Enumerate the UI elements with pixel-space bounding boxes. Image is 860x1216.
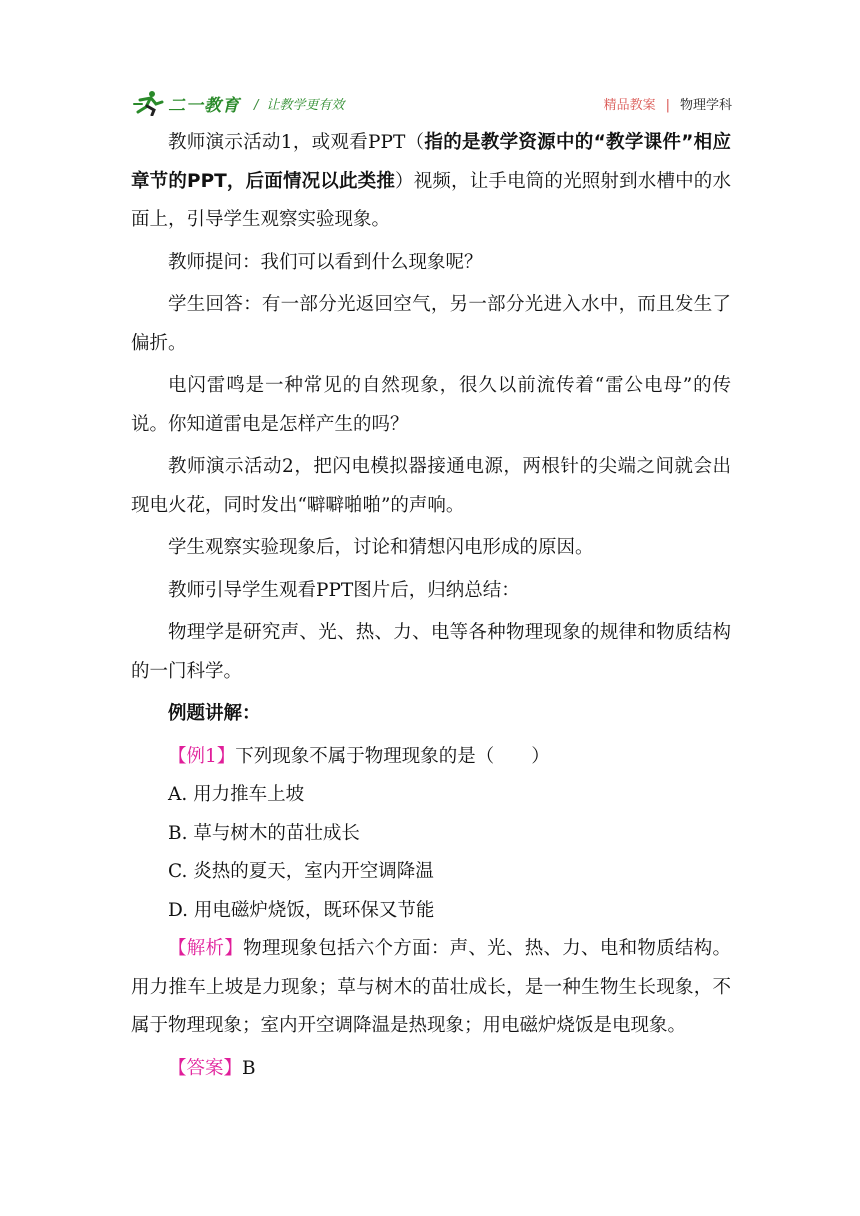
example-question-text: 下列现象不属于物理现象的是（ ） bbox=[235, 745, 550, 767]
text-run: ）视频，让手电筒的光照射到水槽中的水面上，引导学生观察实验现象。 bbox=[131, 170, 731, 230]
document-body bbox=[131, 124, 731, 1088]
tag-lesson-plan: 精品教案 bbox=[603, 98, 656, 113]
slogan-text: 让教学更有效 bbox=[266, 98, 345, 113]
answer-text: B bbox=[242, 1057, 256, 1079]
paragraph-demo-1 bbox=[131, 124, 731, 240]
ppt-note: 指的是教学资源中的“教学课件”相应章节的PPT，后面情况以此类推 bbox=[131, 132, 731, 192]
answer bbox=[131, 1050, 731, 1089]
text-run: 教师演示活动1，或观看PPT（ bbox=[168, 132, 425, 153]
paragraph-demo-2: 教师演示活动2，把闪电模拟器接通电源，两根针的尖端之间就会出现电火花，同时发出“噼噼啪啪”的声响。 bbox=[131, 456, 731, 516]
paragraph-student-observe: 学生观察实验现象后，讨论和猜想闪电形成的原因。 bbox=[168, 537, 594, 558]
analysis-text: 物理现象包括六个方面：声、光、热、力、电和物质结构。用力推车上坡是力现象；草与树木的苗壮成长，是一种生物生长现象，不属于物理现象；室内开空调降温是热现象；用电磁炉烧饭是电现象。 bbox=[131, 938, 731, 1036]
analysis-tag: 【解析】 bbox=[168, 938, 244, 959]
header-tags bbox=[604, 94, 732, 113]
page-header bbox=[132, 86, 732, 118]
logo bbox=[132, 90, 240, 116]
paragraph-physics-definition: 物理学是研究声、光、热、力、电等各种物理现象的规律和物质结构的一门科学。 bbox=[131, 622, 731, 682]
paragraph-lightning-intro: 电闪雷鸣是一种常见的自然现象，很久以前流传着“雷公电母”的传说。你知道雷电是怎样产生的吗？ bbox=[131, 375, 731, 435]
option-d: D. 用电磁炉烧饭，既环保又节能 bbox=[168, 899, 435, 921]
paragraph-student-answer: 学生回答：有一部分光返回空气，另一部分光进入水中，而且发生了偏折。 bbox=[131, 294, 731, 354]
option-a: A. 用力推车上坡 bbox=[168, 784, 305, 805]
answer-tag: 【答案】 bbox=[168, 1057, 243, 1079]
runner-logo-icon bbox=[132, 90, 166, 116]
example-heading: 例题讲解： bbox=[168, 703, 261, 724]
option-b: B. 草与树木的苗壮成长 bbox=[168, 822, 360, 844]
tag-divider: | bbox=[665, 98, 670, 113]
tag-subject: 物理学科 bbox=[679, 98, 732, 113]
paragraph-teacher-guide: 教师引导学生观看PPT图片后，归纳总结： bbox=[168, 579, 520, 601]
example-question bbox=[131, 738, 731, 777]
brand-name: 二一教育 bbox=[168, 95, 240, 116]
slogan bbox=[254, 94, 344, 113]
paragraph-teacher-question: 教师提问：我们可以看到什么现象呢？ bbox=[168, 251, 483, 273]
analysis bbox=[131, 930, 731, 1046]
option-c: C. 炎热的夏天，室内开空调降温 bbox=[168, 861, 434, 882]
example-tag: 【例1】 bbox=[168, 745, 236, 767]
slogan-separator: / bbox=[254, 98, 259, 113]
